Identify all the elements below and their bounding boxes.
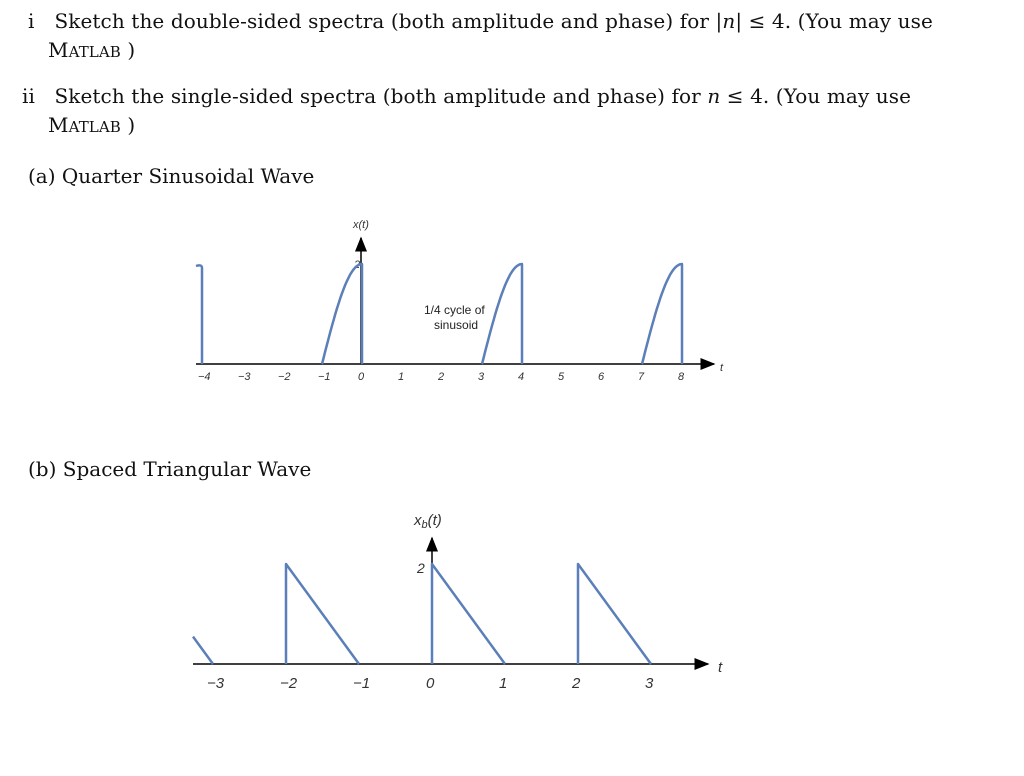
question-i-tail: | ≤ 4. (You may use — [735, 9, 933, 33]
x-tick-label: 2 — [438, 371, 445, 383]
annotation-line-1: 1/4 cycle of — [424, 303, 485, 317]
question-ii-var: n — [707, 84, 721, 108]
x-axis-label: t — [718, 659, 723, 676]
x-axis-label: t — [720, 362, 724, 374]
tooth-2 — [432, 564, 505, 664]
question-ii-close: ) — [127, 113, 136, 137]
annotation-line-2: sinusoid — [434, 318, 479, 332]
x-tick-label: 0 — [426, 675, 435, 692]
question-ii-tail: ≤ 4. (You may use — [720, 84, 912, 108]
x-tick-label: 2 — [572, 675, 581, 692]
question-i-number: i — [28, 9, 35, 33]
y-label-arg: (t) — [427, 512, 442, 529]
y-tick-label: 2 — [417, 560, 425, 576]
y-axis-label: x(t) — [353, 219, 369, 231]
matlab-rest: ATLAB — [68, 43, 121, 61]
y-label-sub: b — [421, 519, 428, 531]
y-axis-label — [413, 512, 442, 531]
matlab-rest-2: ATLAB — [68, 118, 121, 136]
x-tick-label: −2 — [278, 371, 291, 383]
x-tick-label: 0 — [358, 371, 365, 383]
question-i-var: n — [722, 9, 736, 33]
matlab-first: M — [48, 38, 69, 62]
x-tick-label: 1 — [398, 371, 405, 383]
x-tick-label: −2 — [280, 675, 298, 692]
x-tick-label: 8 — [678, 371, 685, 383]
question-ii-text: Sketch the single-sided spectra (both amplitude and phase) for — [54, 84, 708, 108]
matlab-first-2: M — [48, 113, 69, 137]
question-i-text: Sketch the double-sided spectra (both amplitude and phase) for | — [54, 9, 723, 33]
x-tick-label: 7 — [638, 371, 645, 383]
x-tick-label: −1 — [353, 675, 371, 692]
x-tick-label: 4 — [518, 371, 525, 383]
question-i-close: ) — [127, 38, 136, 62]
tooth-1 — [286, 564, 359, 664]
x-tick-label: 3 — [645, 675, 654, 692]
x-tick-label: −3 — [238, 371, 251, 383]
x-tick-label: 3 — [478, 371, 485, 383]
y-tick-label: 2 — [354, 259, 361, 271]
part-b-heading: (b) Spaced Triangular Wave — [28, 457, 312, 481]
question-ii-number: ii — [22, 84, 35, 108]
x-tick-label: 6 — [598, 371, 605, 383]
x-tick-label: 5 — [558, 371, 565, 383]
x-tick-label: −4 — [198, 371, 211, 383]
x-tick-label: 1 — [499, 675, 508, 692]
tooth-0 — [193, 637, 213, 664]
tooth-3 — [578, 564, 651, 664]
y-label-main: x — [414, 512, 422, 529]
x-tick-label: −3 — [207, 675, 225, 692]
x-tick-label: −1 — [318, 371, 331, 383]
part-a-heading: (a) Quarter Sinusoidal Wave — [28, 164, 315, 188]
